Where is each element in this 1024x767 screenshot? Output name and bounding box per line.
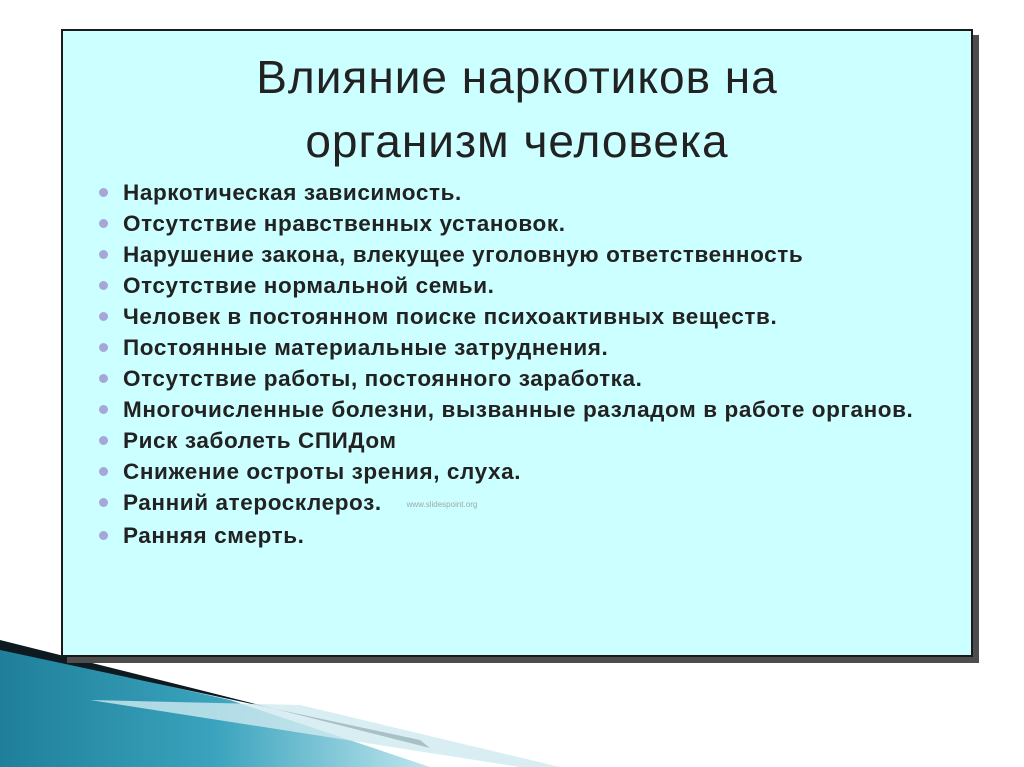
list-item-text: Наркотическая зависимость. (123, 180, 462, 205)
list-item-text: Нарушение закона, влекущее уголовную ответственность (123, 242, 804, 267)
bullet-icon (99, 498, 108, 507)
list-item (97, 522, 947, 549)
list-item (97, 179, 947, 206)
bullet-icon (99, 467, 108, 476)
list-item-text: Снижение остроты зрения, слуха. (123, 459, 522, 484)
slide-title (63, 45, 971, 173)
list-item-text: Ранняя смерть. (123, 522, 305, 548)
list-item (97, 241, 947, 268)
list-item (97, 272, 947, 299)
effects-list (97, 179, 947, 553)
list-item-text: Постоянные материальные затруднения. (123, 335, 609, 360)
list-item (97, 489, 947, 518)
content-panel (61, 29, 973, 657)
bullet-icon (99, 374, 108, 383)
list-item-text: Отсутствие нравственных установок. (123, 211, 566, 236)
title-line-1: Влияние наркотиков на (256, 51, 778, 103)
bullet-icon (99, 250, 108, 259)
list-item-text: Риск заболеть СПИДом (123, 428, 397, 453)
bullet-icon (99, 343, 108, 352)
bullet-icon (99, 281, 108, 290)
list-item-text: Человек в постоянном поиске психоактивных веществ. (123, 304, 778, 329)
bullet-icon (99, 312, 108, 321)
watermark-text: www.slidespoint.org (406, 499, 478, 509)
bullet-icon (99, 405, 108, 414)
list-item (97, 458, 947, 485)
list-item (97, 334, 947, 361)
bullet-icon (99, 219, 108, 228)
list-item-text: Многочисленные болезни, вызванные разладом в работе органов. (123, 397, 914, 422)
list-item-text: Отсутствие нормальной семьи. (123, 273, 495, 298)
list-item-text: Отсутствие работы, постоянного заработка. (123, 366, 643, 391)
bullet-icon (99, 531, 108, 540)
list-item (97, 396, 947, 423)
title-line-2: организм человека (305, 115, 729, 167)
bullet-icon (99, 188, 108, 197)
list-item (97, 303, 947, 330)
list-item (97, 210, 947, 237)
list-item (97, 427, 947, 454)
bullet-icon (99, 436, 108, 445)
list-item-text: Ранний атеросклероз. (123, 490, 382, 515)
list-item (97, 365, 947, 392)
